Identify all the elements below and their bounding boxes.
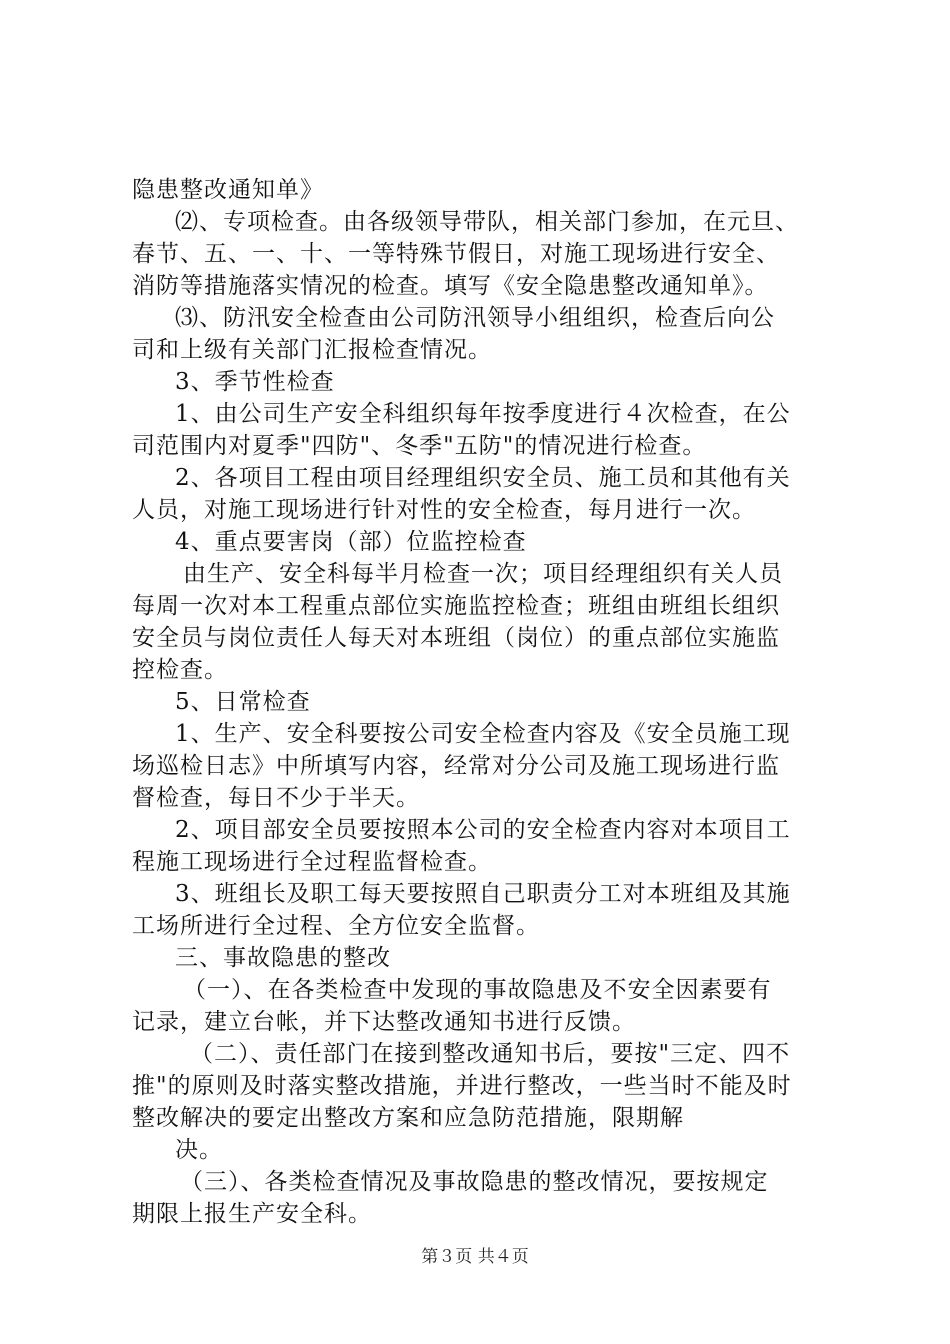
text-line: 2、各项目工程由项目经理组织安全员、施工员和其他有关 [175,465,791,491]
text-line: 消防等措施落实情况的检查。填写《安全隐患整改通知单》。 [132,273,769,299]
text-line: 3、季节性检查 [175,369,335,395]
text-line: 4、重点要害岗（部）位监控检查 [175,529,527,555]
page-number-footer: 第３页 共４页 [421,1247,529,1267]
text-line: 安全员与岗位责任人每天对本班组（岗位）的重点部位实施监 [132,625,780,651]
section-heading: 三、事故隐患的整改 [175,945,391,971]
text-line: 1、由公司生产安全科组织每年按季度进行４次检查，在公 [175,401,791,427]
text-line: 司和上级有关部门汇报检查情况。 [132,337,492,363]
text-line: 期限上报生产安全科。 [132,1201,372,1227]
text-line: 整改解决的要定出整改方案和应急防范措施，限期解 [132,1105,684,1131]
text-line: 司范围内对夏季"四防"、冬季"五防"的情况进行检查。 [132,433,707,459]
text-line: ⑶、防汛安全检查由公司防汛领导小组组织，检查后向公 [175,305,775,331]
text-line: （三）、各类检查情况及事故隐患的整改情况，要按规定 [180,1169,769,1195]
text-line: 3、班组长及职工每天要按照自己职责分工对本班组及其施 [175,881,791,907]
text-line: 人员，对施工现场进行针对性的安全检查，每月进行一次。 [132,497,756,523]
text-line: 每周一次对本工程重点部位实施监控检查；班组由班组长组织 [132,593,780,619]
text-line: 由生产、安全科每半月检查一次；项目经理组织有关人员 [183,561,783,587]
text-line: （一）、在各类检查中发现的事故隐患及不安全因素要有 [183,977,772,1003]
text-line: 督检查，每日不少于半天。 [132,785,420,811]
text-line: 隐患整改通知单》 [132,177,324,203]
text-line: 工场所进行全过程、全方位安全监督。 [132,913,540,939]
text-line: 1、生产、安全科要按公司安全检查内容及《安全员施工现 [175,721,791,747]
text-line: 程施工现场进行全过程监督检查。 [132,849,492,875]
text-line: 记录，建立台帐，并下达整改通知书进行反馈。 [132,1009,636,1035]
text-line: ⑵、专项检查。由各级领导带队，相关部门参加，在元旦、 [175,209,799,235]
text-line: 场巡检日志》中所填写内容，经常对分公司及施工现场进行监 [132,753,780,779]
text-line: 决。 [175,1137,223,1163]
text-line: 2、项目部安全员要按照本公司的安全检查内容对本项目工 [175,817,791,843]
text-line: 推"的原则及时落实整改措施，并进行整改，一些当时不能及时 [132,1073,792,1099]
text-line: 控检查。 [132,657,228,683]
text-line: 5、日常检查 [175,689,311,715]
text-line: 春节、五、一、十、一等特殊节假日，对施工现场进行安全、 [132,241,780,267]
text-line: （二）、责任部门在接到整改通知书后，要按"三定、四不 [190,1041,791,1067]
